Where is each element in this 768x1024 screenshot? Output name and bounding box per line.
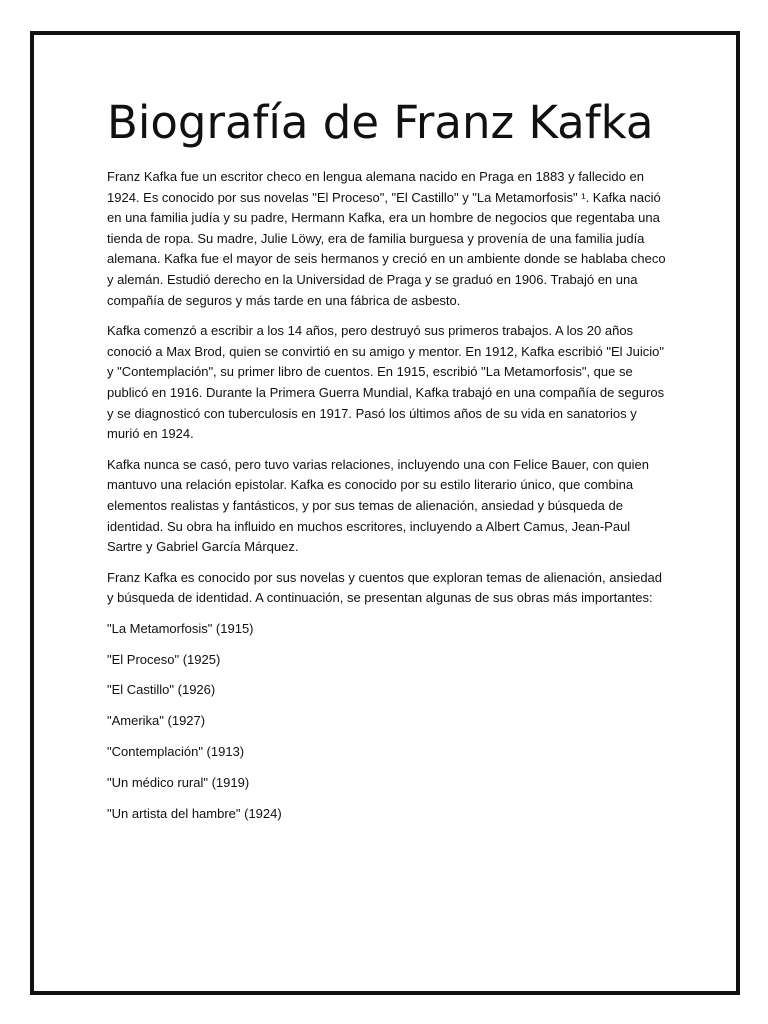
list-item: "El Proceso" (1925) bbox=[107, 651, 221, 667]
paragraph-personal-life: Kafka nunca se casó, pero tuvo varias relaciones, incluyendo una con Felice Bauer, con quien mantuvo una relación epistolar. Kafka es conocido por su estilo literario único, que combina elementos realistas y fantásticos, y por sus temas de alienación, ansiedad y búsqueda de identidad. Su obra ha influido en muchos escritores, incluyendo a Albert Camus, Jean-Paul Sartre y Gabriel García Márquez. bbox=[107, 456, 650, 555]
works-list bbox=[107, 619, 667, 824]
list-item: "El Castillo" (1926) bbox=[107, 682, 216, 698]
list-item: "Amerika" (1927) bbox=[107, 713, 206, 729]
list-item: "Contemplación" (1913) bbox=[107, 744, 245, 759]
paragraph-biography: Franz Kafka fue un escritor checo en lengua alemana nacido en Praga en 1883 y fallecido en 1924. Es conocido por sus novelas "El Proceso", "El Castillo" y "La Metamorfosis" ¹. Kafka nació en una familia judía y su padre, Hermann Kafka, era un hombre de negocios que regentaba una tienda de ropa. Su madre, Julie Löwy, era de familia burguesa y provenía de una familia judía alemana. Kafka fue el mayor de seis hermanos y creció en un ambiente donde se hablaba checo y alemán. Estudió derecho en la Universidad de Praga y se graduó en 1906. Trabajó en una compañía de seguros y más tarde en una fábrica de asbesto. bbox=[107, 169, 666, 308]
list-item: "Un médico rural" (1919) bbox=[107, 774, 250, 790]
list-item: "Un artista del hambre" (1924) bbox=[107, 805, 282, 821]
page-frame bbox=[30, 31, 740, 995]
paragraph-writing-career: Kafka comenzó a escribir a los 14 años, pero destruyó sus primeros trabajos. A los 20 años conoció a Max Brod, quien se convirtió en su amigo y mentor. En 1912, Kafka escribió "El Juicio" y "Contemplación", su primer libro de cuentos. En 1915, escribió "La Metamorfosis", que se publicó en 1916. Durante la Primera Guerra Mundial, Kafka trabajó en una compañía de seguros y se diagnosticó con tuberculosis en 1917. Pasó los últimos años de su vida en sanatorios y murió en 1924. bbox=[107, 323, 665, 442]
document-title: Biografía de Franz Kafka bbox=[107, 96, 654, 149]
paragraph-works-intro: Franz Kafka es conocido por sus novelas y cuentos que exploran temas de alienación, ansiedad y búsqueda de identidad. A continuación, se presentan algunas de sus obras más importantes: bbox=[107, 569, 663, 606]
document-body bbox=[107, 93, 667, 834]
list-item: "La Metamorfosis" (1915) bbox=[107, 620, 254, 636]
